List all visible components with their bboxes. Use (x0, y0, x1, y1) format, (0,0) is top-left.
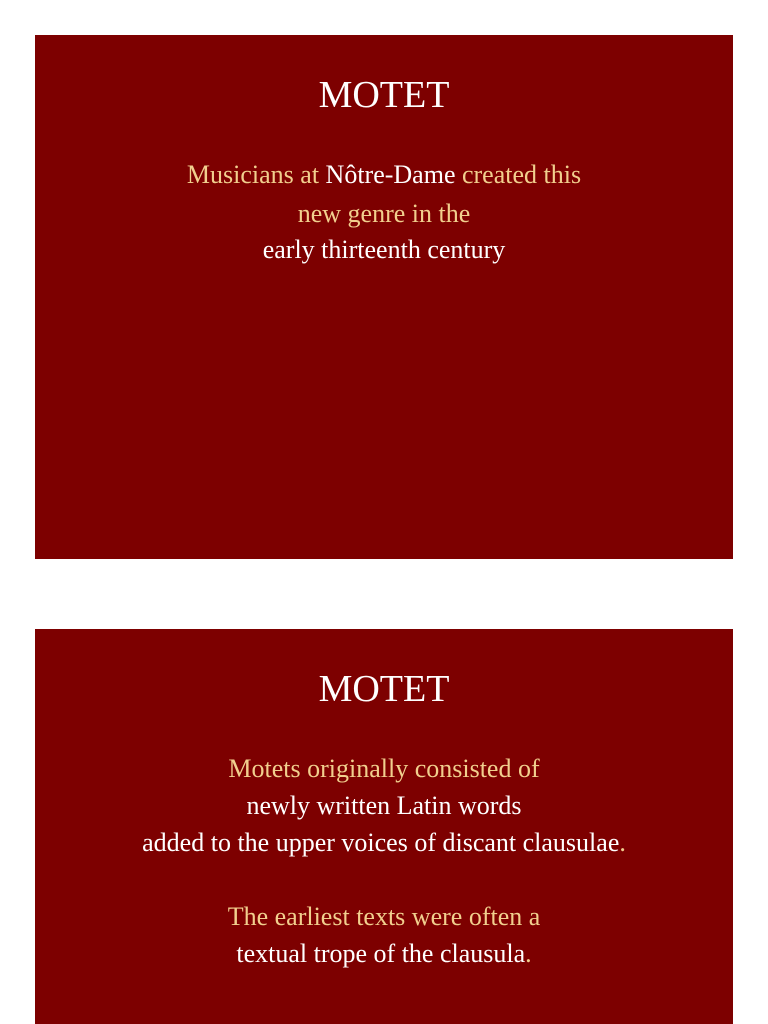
text-period: . (619, 828, 626, 857)
text-segment: textual trope of the clausula (236, 939, 526, 968)
slide-motet-texts (35, 629, 733, 1024)
slide-text-line: Motets originally consisted of (228, 754, 540, 783)
slide-text-line: early thirteenth century (262, 235, 506, 264)
slide-text-line: newly written Latin words (246, 791, 522, 820)
slide-title: MOTET (318, 74, 450, 116)
slide-text-line: new genre in the (297, 199, 471, 228)
slide-text-line (35, 939, 733, 969)
text-segment: created this (455, 160, 582, 189)
text-segment: Musicians at (186, 160, 326, 189)
text-segment-highlight: Nôtre-Dame (325, 160, 456, 189)
slide-text-line: The earliest texts were often a (227, 902, 541, 931)
slide-text-line (35, 160, 733, 190)
text-segment: added to the upper voices of discant clausulae (142, 828, 620, 857)
slide-title: MOTET (318, 668, 450, 710)
text-period: . (525, 939, 532, 968)
slide-text-line (35, 828, 733, 858)
slide-motet-origin (35, 35, 733, 559)
